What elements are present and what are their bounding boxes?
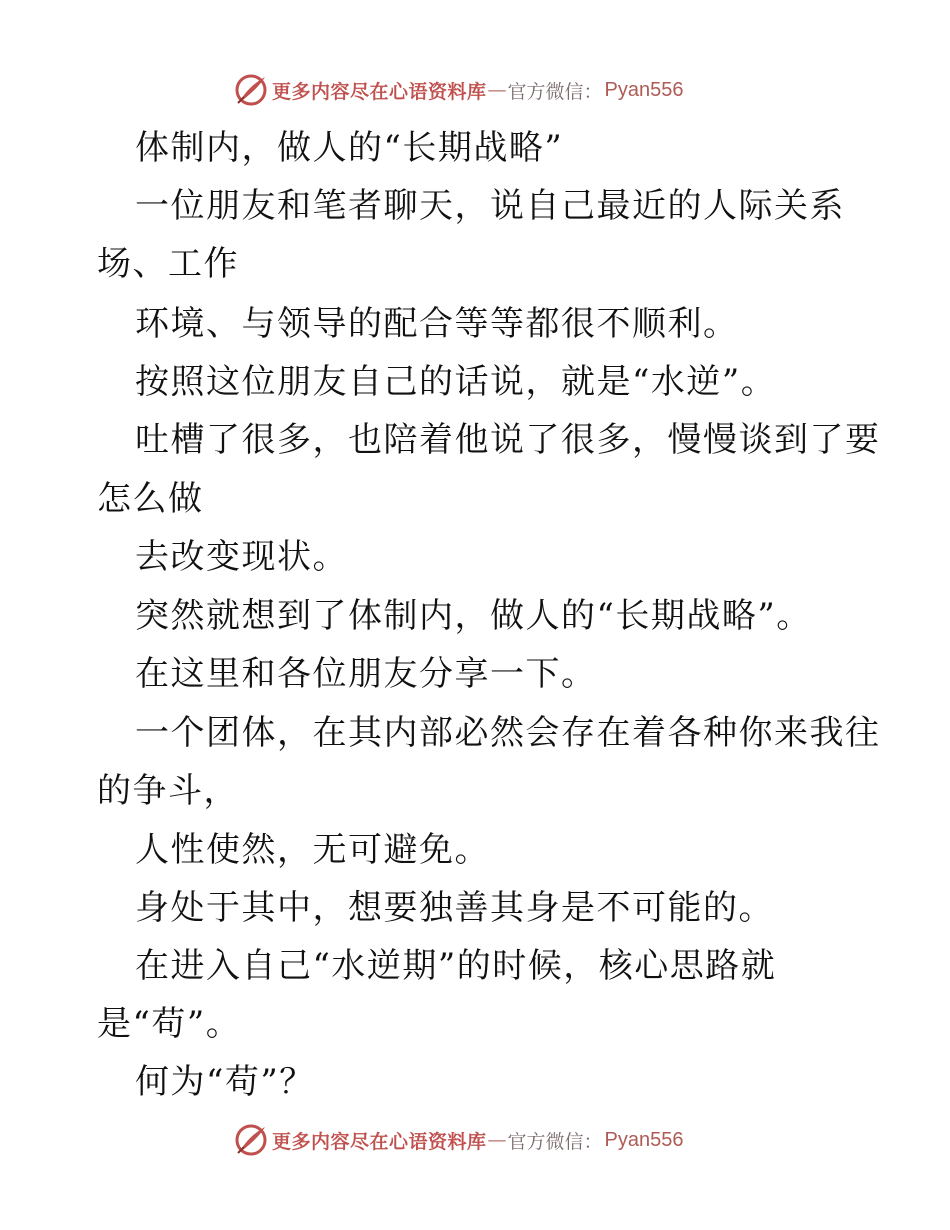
text-line: 场、工作 <box>97 244 239 284</box>
banner-dash: — <box>487 79 507 101</box>
banner-wechat-id: Pyan556 <box>604 1128 684 1151</box>
banner-wechat-id: Pyan556 <box>604 78 684 101</box>
text-line: 去改变现状。 <box>135 537 348 577</box>
text-line: 何为“苟”？ <box>135 1062 315 1102</box>
text-line: 人性使然，无可避免。 <box>135 830 490 870</box>
header-banner <box>0 70 950 110</box>
text-line: 一个团体，在其内部必然会存在着各种你来我往 <box>135 713 881 753</box>
text-line: 突然就想到了体制内，做人的“长期战略”。 <box>135 596 812 636</box>
banner-title: 更多内容尽在心语资料库 <box>272 1130 487 1153</box>
text-line: 身处于其中，想要独善其身是不可能的。 <box>135 888 774 928</box>
footer-banner-content <box>234 1120 684 1160</box>
text-line: 吐槽了很多，也陪着他说了很多，慢慢谈到了要 <box>135 420 881 460</box>
text-line: 在进入自己“水逆期”的时候，核心思路就 <box>135 946 777 986</box>
banner-dash: — <box>487 1129 507 1151</box>
text-line: 的争斗， <box>97 771 239 811</box>
banner-title: 更多内容尽在心语资料库 <box>272 80 487 103</box>
text-line: 是“苟”。 <box>97 1004 242 1044</box>
text-line: 一位朋友和笔者聊天，说自己最近的人际关系 <box>135 186 845 226</box>
quill-logo-icon <box>234 1123 268 1157</box>
banner-subtitle: 官方微信： <box>507 80 603 103</box>
text-line: 体制内，做人的“长期战略” <box>135 128 564 168</box>
banner-subtitle: 官方微信： <box>507 1130 603 1153</box>
text-line: 按照这位朋友自己的话说，就是“水逆”。 <box>135 362 777 402</box>
text-line: 在这里和各位朋友分享一下。 <box>135 654 597 694</box>
footer-banner <box>0 1120 950 1160</box>
text-line: 环境、与领导的配合等等都很不顺利。 <box>135 304 739 344</box>
quill-logo-icon <box>234 73 268 107</box>
text-line: 怎么做 <box>97 479 204 519</box>
header-banner-content <box>234 70 684 110</box>
